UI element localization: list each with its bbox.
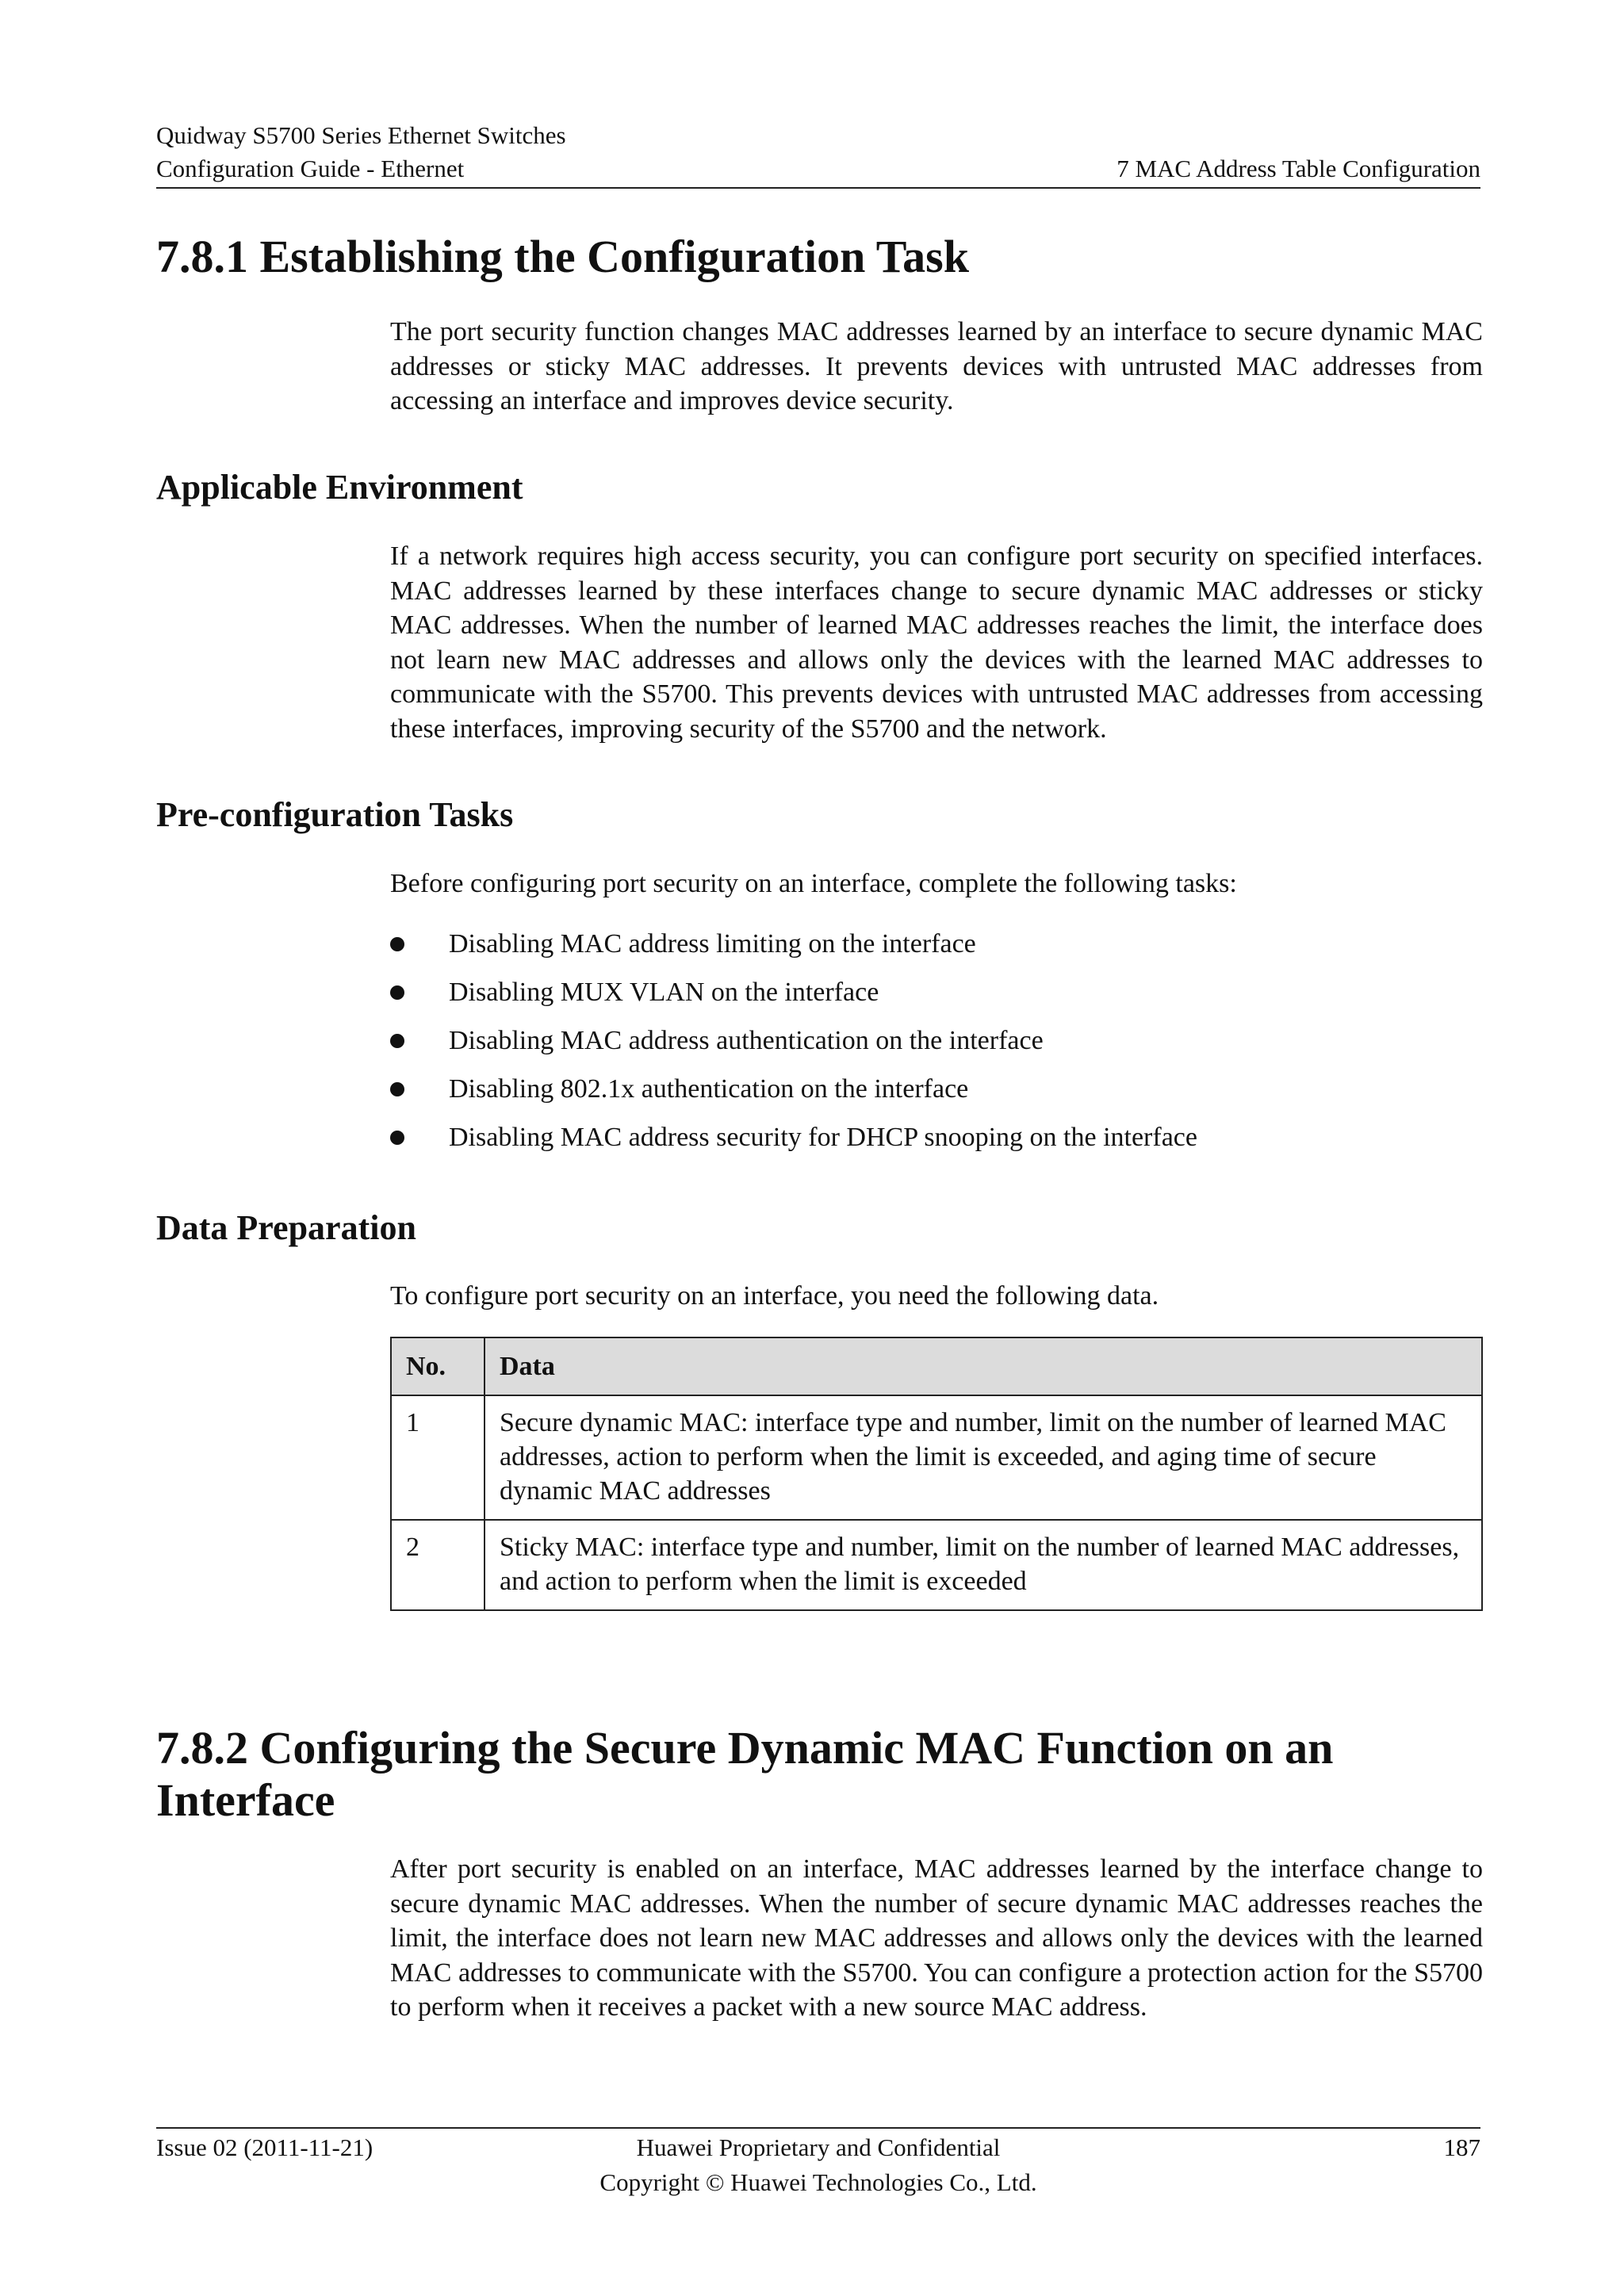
table-row <box>391 1520 1482 1610</box>
applicable-environment-paragraph: If a network requires high access security, you can configure port security on specified interfaces. MAC addresses learned by these interfaces change to secure dynamic MAC addresses or sticky MAC addresses. When the number of learned MAC addresses reaches the limit, the interface does not learn new MAC addresses and allows only the devices with the learned MAC addresses to communicate with the S5700. This prevents devices with untrusted MAC addresses from accessing these interfaces, improving security of the S5700 and the network. <box>390 541 1483 744</box>
bullet-icon <box>390 985 404 1000</box>
data-preparation-table <box>390 1337 1483 1611</box>
section-intro-paragraph: The port security function changes MAC addresses learned by an interface to secure dynamic MAC addresses or sticky MAC addresses. It prevents devices with untrusted MAC addresses from accessing an interface and improves device security. <box>390 317 1483 415</box>
footer-page-number: 187 <box>1443 2133 1480 2161</box>
list-item: Disabling MAC address limiting on the interface <box>390 920 1483 968</box>
list-item: Disabling 802.1x authentication on the interface <box>390 1065 1483 1113</box>
bullet-icon <box>390 937 404 951</box>
footer-center <box>156 2130 1480 2200</box>
bullet-icon <box>390 1131 404 1145</box>
applicable-environment-heading: Applicable Environment <box>156 468 523 507</box>
list-item: Disabling MAC address security for DHCP snooping on the interface <box>390 1113 1483 1161</box>
page-footer <box>156 2127 1480 2196</box>
pre-configuration-heading: Pre-configuration Tasks <box>156 795 514 834</box>
table-cell-data: Sticky MAC: interface type and number, limit on the number of learned MAC addresses, and action to perform when the limit is exceeded <box>485 1520 1482 1610</box>
table-cell-data: Secure dynamic MAC: interface type and number, limit on the number of learned MAC addresses, action to perform when the limit is exceeded, and aging time of secure dynamic MAC addresses <box>485 1395 1482 1520</box>
list-item: Disabling MAC address authentication on the interface <box>390 1016 1483 1065</box>
footer-copyright: Copyright © Huawei Technologies Co., Ltd. <box>599 2168 1037 2196</box>
bullet-icon <box>390 1082 404 1096</box>
list-item: Disabling MUX VLAN on the interface <box>390 968 1483 1016</box>
header-guide: Configuration Guide - Ethernet <box>156 155 465 182</box>
section-title-7-8-2: 7.8.2 Configuring the Secure Dynamic MAC Function on an Interface <box>156 1722 1334 1826</box>
bullet-icon <box>390 1034 404 1048</box>
header-product: Quidway S5700 Series Ethernet Switches <box>156 121 566 149</box>
column-header-data: Data <box>485 1337 1482 1395</box>
table-row <box>391 1395 1482 1520</box>
footer-confidential: Huawei Proprietary and Confidential <box>636 2133 1001 2161</box>
page-header <box>156 119 1480 189</box>
column-header-no: No. <box>391 1337 485 1395</box>
section2-paragraph: After port security is enabled on an interface, MAC addresses learned by the interface change to secure dynamic MAC addresses. When the number of secure dynamic MAC addresses reaches the limit, the interface does not learn new MAC addresses and allows only the devices with the learned MAC addresses to communicate with the S5700. You can configure a protection action for the S5700 to perform when it receives a packet with a new source MAC address. <box>390 1854 1483 2022</box>
header-chapter: 7 MAC Address Table Configuration <box>1116 155 1480 182</box>
pre-configuration-intro: Before configuring port security on an interface, complete the following tasks: <box>390 869 1237 898</box>
header-left <box>156 119 566 186</box>
section-title-7-8-1: 7.8.1 Establishing the Configuration Task <box>156 231 969 282</box>
pre-configuration-task-list <box>390 920 1483 1161</box>
footer-issue: Issue 02 (2011-11-21) <box>156 2133 373 2161</box>
data-preparation-heading: Data Preparation <box>156 1208 416 1247</box>
table-cell-no: 2 <box>391 1520 485 1610</box>
data-preparation-intro: To configure port security on an interface, you need the following data. <box>390 1281 1159 1311</box>
table-header-row <box>391 1337 1482 1395</box>
table-cell-no: 1 <box>391 1395 485 1520</box>
